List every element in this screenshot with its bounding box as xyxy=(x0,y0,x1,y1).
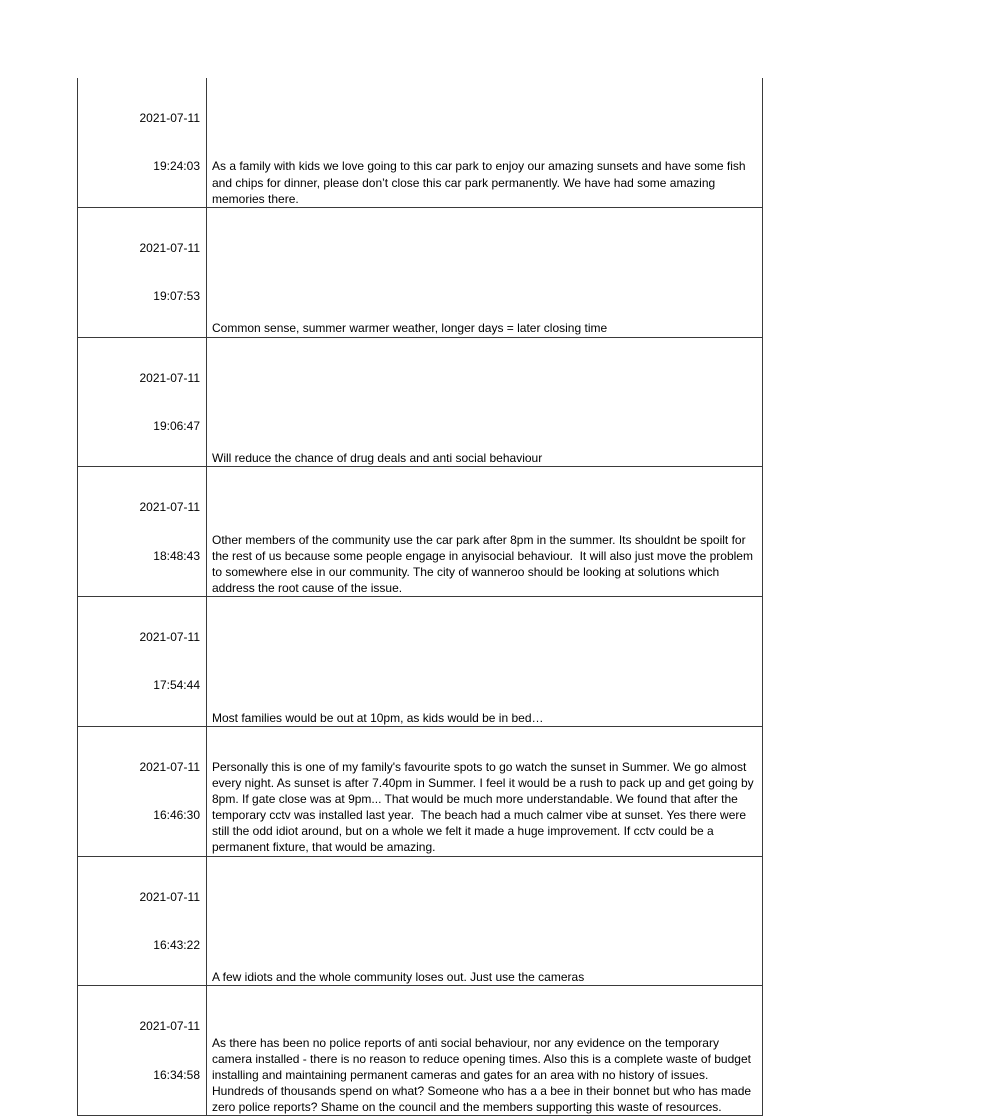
table-row xyxy=(78,78,763,207)
comment-cell: A few idiots and the whole community loses out. Just use the cameras xyxy=(207,856,763,986)
timestamp-cell xyxy=(78,726,207,856)
timestamp-date: 2021-07-11 xyxy=(139,111,200,126)
timestamp-cell xyxy=(78,337,207,467)
timestamp-date: 2021-07-11 xyxy=(139,889,200,904)
table-row xyxy=(78,986,763,1116)
table-row xyxy=(78,597,763,727)
timestamp-cell xyxy=(78,597,207,727)
timestamp-time: 16:46:30 xyxy=(153,808,200,823)
timestamp-date: 2021-07-11 xyxy=(139,240,200,255)
timestamp-cell xyxy=(78,856,207,986)
timestamp-cell xyxy=(78,78,207,207)
timestamp-cell xyxy=(78,467,207,597)
table-row xyxy=(78,856,763,986)
responses-sheet xyxy=(77,78,757,1116)
comment-cell: Will reduce the chance of drug deals and anti social behaviour xyxy=(207,337,763,467)
comment-cell: As a family with kids we love going to this car park to enjoy our amazing sunsets and have some fish and chips for dinner, please don’t close this car park permanently. We have had some amazing memories there. xyxy=(207,78,763,207)
timestamp-cell xyxy=(78,207,207,337)
timestamp-time: 17:54:44 xyxy=(153,678,200,693)
timestamp-time: 16:43:22 xyxy=(153,937,200,952)
timestamp-time: 19:24:03 xyxy=(153,159,200,174)
comment-cell: Personally this is one of my family's favourite spots to go watch the sunset in Summer. We go almost every night. As sunset is after 7.40pm in Summer. I feel it would be a rush to pack up and get going by 8pm. If gate close was at 9pm... That would be much more understandable. We found that after the temporary cctv was installed last year. The beach had a much calmer vibe at sunset. Yes there were still the odd idiot around, but on a whole we felt it made a huge improvement. If cctv could be a permanent fixture, that would be amazing. xyxy=(207,726,763,856)
timestamp-date: 2021-07-11 xyxy=(139,370,200,385)
table-row xyxy=(78,467,763,597)
timestamp-date: 2021-07-11 xyxy=(139,1019,200,1034)
comment-cell: Other members of the community use the car park after 8pm in the summer. Its shouldnt be spoilt for the rest of us because some people engage in anyisocial behaviour. It will also just move the problem to somewhere else in our community. The city of wanneroo should be looking at solutions which address the root cause of the issue. xyxy=(207,467,763,597)
timestamp-time: 18:48:43 xyxy=(153,548,200,563)
timestamp-time: 19:07:53 xyxy=(153,289,200,304)
timestamp-time: 16:34:58 xyxy=(153,1067,200,1082)
timestamp-date: 2021-07-11 xyxy=(139,759,200,774)
timestamp-time: 19:06:47 xyxy=(153,418,200,433)
timestamp-date: 2021-07-11 xyxy=(139,630,200,645)
timestamp-cell xyxy=(78,986,207,1116)
responses-table xyxy=(77,78,763,1116)
comment-cell: As there has been no police reports of anti social behaviour, nor any evidence on the temporary camera installed - there is no reason to reduce opening times. Also this is a complete waste of budget installing and maintaining permanent cameras and gates for an area with no history of issues. Hundreds of thousands spend on what? Someone who has a a bee in their bonnet but who has made zero police reports? Shame on the council and the members supporting this waste of resources. xyxy=(207,986,763,1116)
table-row xyxy=(78,726,763,856)
timestamp-date: 2021-07-11 xyxy=(139,500,200,515)
table-row xyxy=(78,337,763,467)
table-row xyxy=(78,207,763,337)
comment-cell: Most families would be out at 10pm, as kids would be in bed… xyxy=(207,597,763,727)
comment-cell: Common sense, summer warmer weather, longer days = later closing time xyxy=(207,207,763,337)
